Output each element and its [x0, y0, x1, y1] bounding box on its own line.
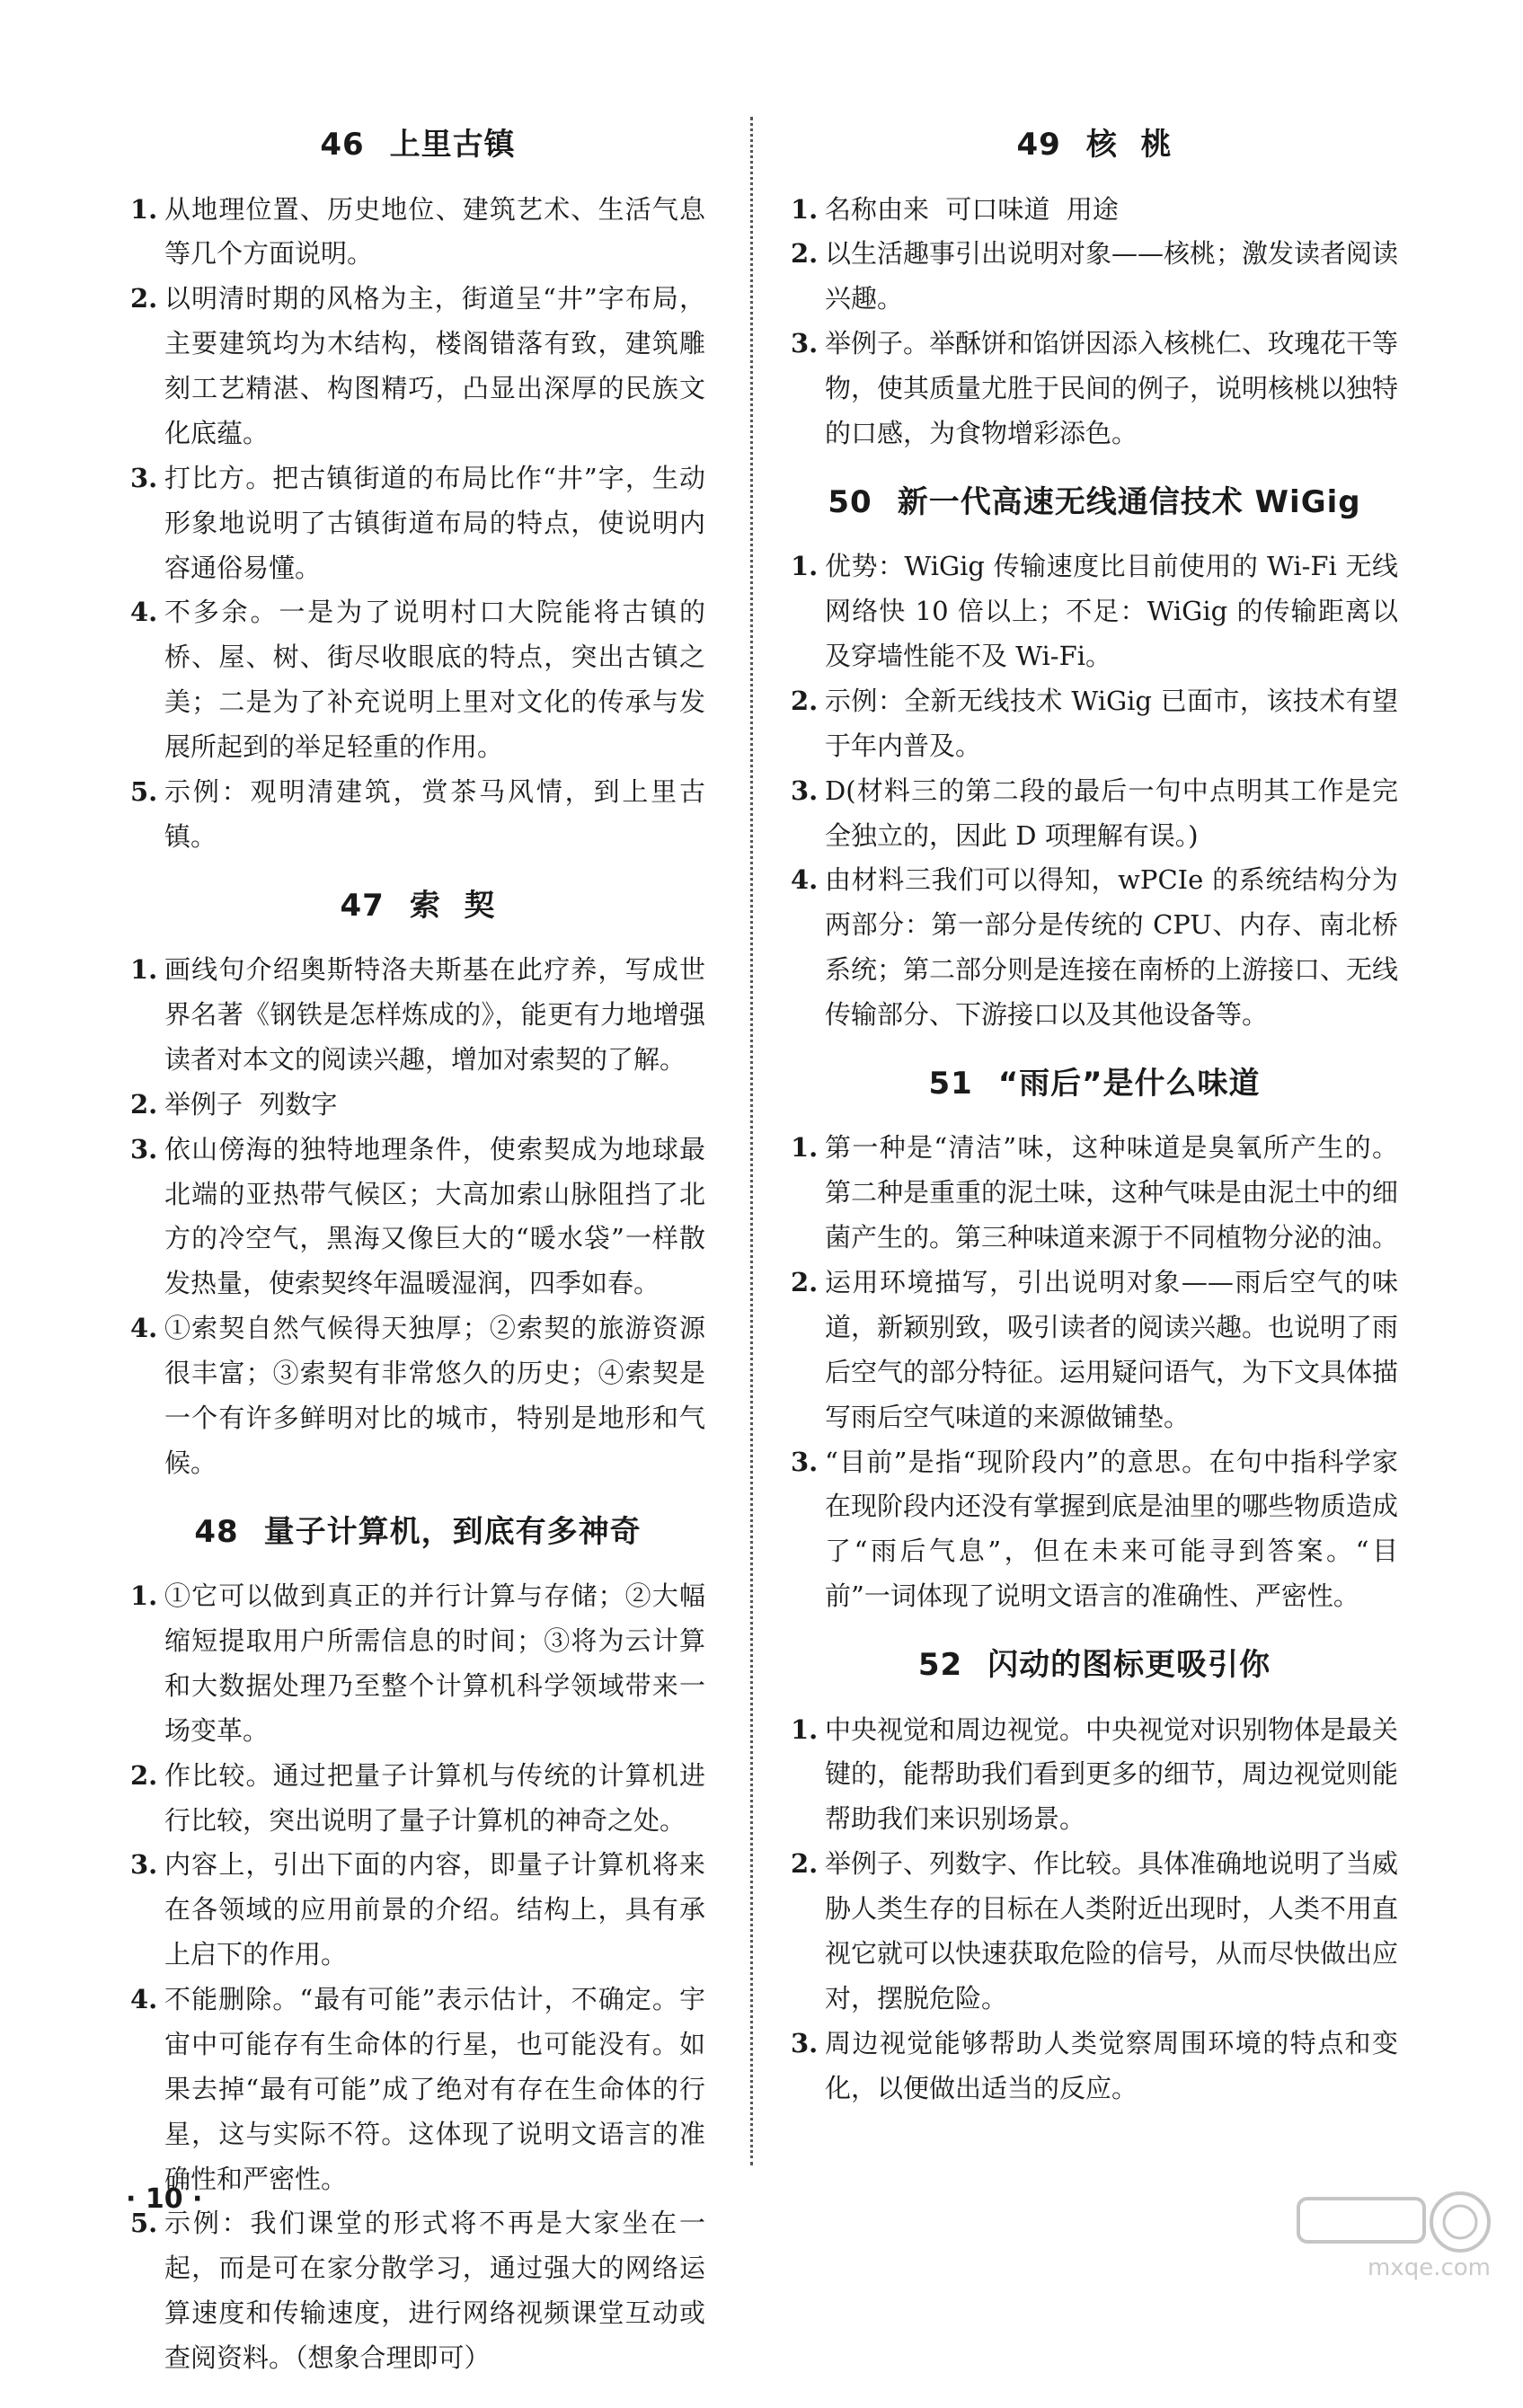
- answer-item: [130, 1128, 705, 1307]
- item-number: 3.: [130, 1849, 158, 1881]
- item-text: 依山傍海的独特地理条件，使索契成为地球最北端的亚热带气候区；大高加索山脉阻挡了北方的冷空气，黑海又像巨大的“暖水袋”一样散发热量，使索契终年温暖湿润，四季如春。: [164, 1133, 705, 1299]
- section-heading: 闪动的图标更吸引你: [987, 1647, 1271, 1683]
- item-number: 5.: [130, 2208, 158, 2239]
- item-number: 2.: [791, 685, 819, 716]
- answer-item: [791, 1440, 1398, 1620]
- answer-list: [791, 544, 1398, 1038]
- answer-list: [791, 1708, 1398, 2111]
- item-text: D(材料三的第二段的最后一句中点明其工作是完全独立的，因此 D 项理解有误。): [825, 775, 1398, 851]
- item-number: 1.: [130, 1580, 158, 1612]
- answer-item: [791, 322, 1398, 456]
- item-number: 2.: [791, 1848, 819, 1880]
- item-text: 内容上，引出下面的内容，即量子计算机将来在各领域的应用前景的介绍。结构上，具有承上启下的作用。: [164, 1849, 705, 1970]
- answer-item: [791, 679, 1398, 769]
- answer-item: [791, 1126, 1398, 1261]
- item-text: 周边视觉能够帮助人类觉察周围环境的特点和变化，以便做出适当的反应。: [825, 2027, 1398, 2103]
- section-heading: 量子计算机，到底有多神奇: [263, 1513, 642, 1550]
- item-number: 2.: [130, 1088, 158, 1120]
- answer-list: [130, 188, 705, 860]
- section-49: [791, 126, 1398, 456]
- item-number: 4.: [130, 1984, 158, 2014]
- answer-item: [130, 188, 705, 278]
- item-text: 中央视觉和周边视觉。中央视觉对识别物体是最关键的，能帮助我们看到更多的细节，周边视觉则能帮助我们来识别场景。: [825, 1713, 1399, 1835]
- answer-item: [130, 2201, 705, 2381]
- answer-item: [791, 1842, 1398, 2022]
- section-title: [791, 1646, 1398, 1685]
- section-51: [791, 1065, 1398, 1619]
- item-text: 举例子。举酥饼和馅饼因添入核桃仁、玫瑰花干等物，使其质量尤胜于民间的例子，说明核桃以独特的口感，为食物增彩添色。: [825, 328, 1399, 448]
- item-text: 示例：我们课堂的形式将不再是大家坐在一起，而是可在家分散学习，通过强大的网络运算速度和传输速度，进行网络视频课堂互动或查阅资料。（想象合理即可）: [164, 2208, 705, 2373]
- item-number: 1.: [791, 1713, 819, 1745]
- answer-item: [130, 1978, 705, 2201]
- answer-item: [130, 1754, 705, 1844]
- section-heading: 索 契: [409, 887, 496, 924]
- section-number: 50: [828, 483, 872, 520]
- section-title: [130, 887, 705, 925]
- answer-item: [791, 769, 1398, 859]
- section-number: 51: [928, 1065, 973, 1102]
- answer-item: [130, 770, 705, 860]
- answer-list: [791, 188, 1398, 456]
- answer-item: [130, 590, 705, 770]
- item-text: “目前”是指“现阶段内”的意思。在句中指科学家在现阶段内还没有掌握到底是油里的哪些物质造成了“雨后气息”，但在未来可能寻到答案。“目前”一词体现了说明文语言的准确性、严密性。: [825, 1446, 1399, 1612]
- watermark-text: mxqe.com: [1367, 2254, 1491, 2281]
- answer-item: [130, 277, 705, 456]
- item-text: 以明清时期的风格为主，街道呈“井”字布局，主要建筑均为木结构，楼阁错落有致，建筑雕刻工艺精湛、构图精巧，凸显出深厚的民族文化底蕴。: [164, 283, 705, 448]
- item-text: 不能删除。“最有可能”表示估计，不确定。宇宙中可能存有生命体的行星，也可能没有。如果去掉“最有可能”成了绝对有存在生命体的行星，这与实际不符。这体现了说明文语言的准确性和严密性。: [164, 1984, 705, 2194]
- section-number: 48: [194, 1513, 239, 1550]
- item-text: 运用环境描写，引出说明对象——雨后空气的味道，新颖别致，吸引读者的阅读兴趣。也说明了雨后空气的部分特征。运用疑问语气，为下文具体描写雨后空气味道的来源做铺垫。: [825, 1267, 1399, 1432]
- item-text: ①它可以做到真正的并行计算与存储；②大幅缩短提取用户所需信息的时间；③将为云计算和大数据处理乃至整个计算机科学领域带来一场变革。: [164, 1580, 705, 1746]
- answer-item: [791, 1261, 1398, 1440]
- item-number: 2.: [791, 1267, 819, 1297]
- answer-item: [130, 1306, 705, 1486]
- answer-site-logo-icon: [1289, 2186, 1496, 2258]
- item-number: 4.: [130, 1313, 158, 1344]
- item-text: ①索契自然气候得天独厚；②索契的旅游资源很丰富；③索契有非常悠久的历史；④索契是一个有许多鲜明对比的城市，特别是地形和气候。: [164, 1313, 705, 1478]
- item-text: 以生活趣事引出说明对象——核桃；激发读者阅读兴趣。: [825, 238, 1399, 314]
- section-title: [130, 1513, 705, 1552]
- answer-item: [130, 1843, 705, 1978]
- item-number: 3.: [791, 775, 819, 806]
- item-text: 打比方。把古镇街道的布局比作“井”字，生动形象地说明了古镇街道布局的特点，使说明内容通俗易懂。: [164, 462, 705, 583]
- item-number: 3.: [791, 328, 819, 359]
- answer-item: [791, 232, 1398, 322]
- section-46: [130, 126, 705, 860]
- section-number: 46: [320, 127, 365, 163]
- item-text: 举例子 列数字: [164, 1088, 338, 1120]
- section-number: 47: [340, 887, 385, 924]
- item-number: 3.: [130, 1133, 158, 1164]
- section-48: [130, 1513, 705, 2381]
- answer-list: [130, 948, 705, 1486]
- item-text: 从地理位置、历史地位、建筑艺术、生活气息等几个方面说明。: [164, 193, 705, 270]
- section-title: [791, 126, 1398, 164]
- item-number: 3.: [791, 2027, 819, 2058]
- answer-item: [791, 1708, 1398, 1843]
- answer-item: [791, 2022, 1398, 2111]
- right-column: [791, 126, 1398, 2138]
- section-title: [130, 126, 705, 164]
- item-number: 1.: [130, 954, 158, 986]
- item-number: 1.: [791, 193, 819, 225]
- item-number: 5.: [130, 775, 158, 807]
- section-number: 52: [917, 1647, 963, 1683]
- answer-item: [130, 948, 705, 1083]
- left-column: [130, 126, 705, 2408]
- section-number: 49: [1016, 127, 1061, 163]
- section-title: [791, 1065, 1398, 1103]
- item-text: 作比较。通过把量子计算机与传统的计算机进行比较，突出说明了量子计算机的神奇之处。: [164, 1759, 705, 1836]
- watermark: [1289, 2186, 1496, 2285]
- section-heading: “雨后”是什么味道: [997, 1065, 1261, 1102]
- item-text: 名称由来 可口味道 用途: [825, 193, 1119, 225]
- section-title: [791, 483, 1398, 522]
- answer-item: [130, 1083, 705, 1128]
- answer-item: [130, 1574, 705, 1754]
- item-number: 4.: [791, 864, 819, 896]
- answer-item: [130, 456, 705, 591]
- item-text: 优势：WiGig 传输速度比目前使用的 Wi-Fi 无线网络快 10 倍以上；不足：WiGig 的传输距离以及穿墙性能不及 Wi-Fi。: [825, 551, 1398, 671]
- item-text: 第一种是“清洁”味，这种味道是臭氧所产生的。第二种是重重的泥土味，这种气味是由泥土中的细菌产生的。第三种味道来源于不同植物分泌的油。: [825, 1132, 1399, 1253]
- answer-item: [791, 858, 1398, 1038]
- column-divider: [750, 117, 753, 2165]
- answer-list: [791, 1126, 1398, 1619]
- section-heading: 核 桃: [1085, 127, 1173, 163]
- item-number: 1.: [791, 1132, 819, 1164]
- item-text: 不多余。一是为了说明村口大院能将古镇的桥、屋、树、街尽收眼底的特点，突出古镇之美；二是为了补充说明上里对文化的传承与发展所起到的举足轻重的作用。: [164, 597, 705, 762]
- section-47: [130, 887, 705, 1486]
- item-number: 3.: [130, 462, 158, 493]
- section-50: [791, 483, 1398, 1038]
- item-number: 1.: [130, 193, 158, 225]
- answer-list: [130, 1574, 705, 2381]
- item-number: 4.: [130, 597, 158, 628]
- item-number: 2.: [130, 283, 158, 314]
- item-text: 画线句介绍奥斯特洛夫斯基在此疗养，写成世界名著《钢铁是怎样炼成的》，能更有力地增强读者对本文的阅读兴趣，增加对索契的了解。: [164, 954, 705, 1075]
- item-number: 1.: [791, 551, 819, 582]
- item-number: 3.: [791, 1446, 819, 1477]
- item-text: 示例：全新无线技术 WiGig 已面市，该技术有望于年内普及。: [825, 685, 1398, 761]
- item-number: 2.: [130, 1759, 158, 1791]
- item-text: 由材料三我们可以得知，wPCIe 的系统结构分为两部分：第一部分是传统的 CPU、内存、南北桥系统；第二部分则是连接在南桥的上游接口、无线传输部分、下游接口以及其他设备等。: [825, 864, 1399, 1030]
- item-text: 示例：观明清建筑，赏茶马风情，到上里古镇。: [164, 775, 705, 852]
- section-heading: 新一代高速无线通信技术 WiGig: [897, 483, 1361, 520]
- section-heading: 上里古镇: [389, 127, 516, 163]
- answer-item: [791, 188, 1398, 233]
- section-52: [791, 1646, 1398, 2111]
- answer-item: [791, 544, 1398, 679]
- item-number: 2.: [791, 238, 819, 270]
- item-text: 举例子、列数字、作比较。具体准确地说明了当威胁人类生存的目标在人类附近出现时，人类不用直视它就可以快速获取危险的信号，从而尽快做出应对，摆脱危险。: [825, 1848, 1399, 2014]
- page-number: · 10 ·: [126, 2183, 203, 2215]
